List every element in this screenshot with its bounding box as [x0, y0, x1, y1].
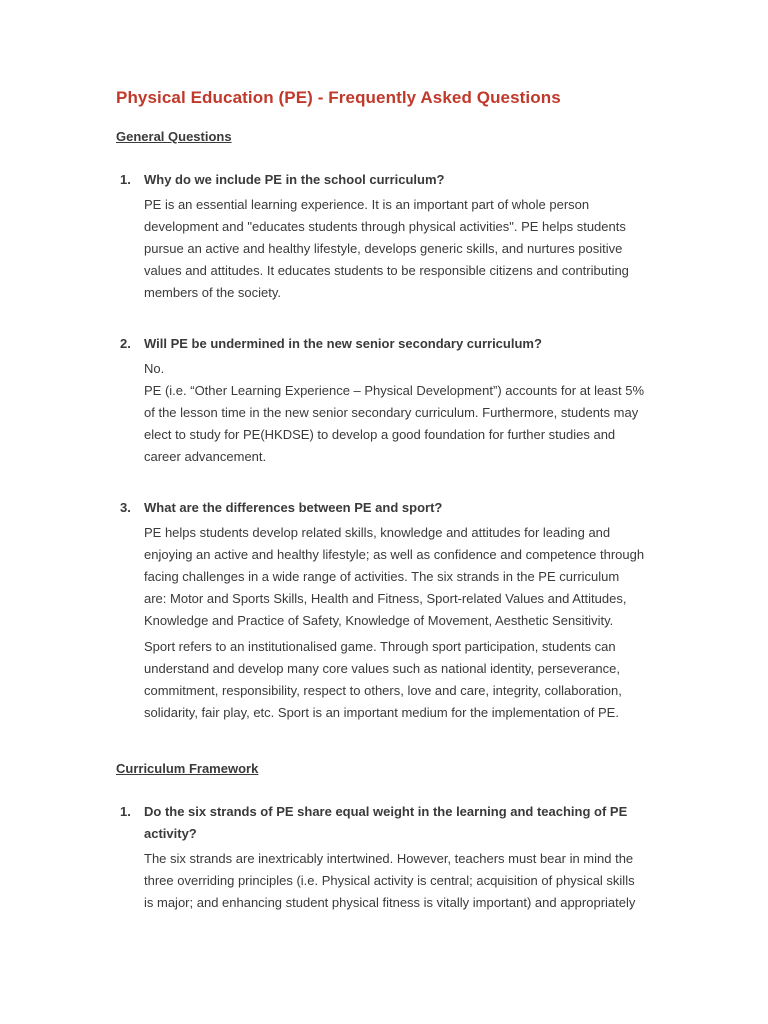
- faq-question: [116, 497, 646, 519]
- answer-line: values and attitudes. It educates students to be responsible citizens and contributing: [144, 263, 629, 278]
- question-text: What are the differences between PE and sport?: [144, 500, 443, 515]
- answer-line: PE helps students develop related skills, knowledge and attitudes for leading and: [144, 525, 611, 540]
- answer-line: Sport refers to an institutionalised game. Through sport participation, students can: [144, 639, 616, 654]
- faq-answer: [116, 848, 646, 914]
- faq-answer: [116, 522, 646, 632]
- answer-line: elect to study for PE(HKDSE) to develop a good foundation for further studies and: [144, 427, 616, 442]
- question-number: 2.: [120, 336, 131, 351]
- faq-question: [116, 801, 646, 823]
- answer-line: is major; and enhancing student physical fitness is vitally important) and appropriately: [144, 895, 636, 910]
- faq-item: [116, 333, 646, 468]
- answer-line: development and "educates students through physical activities". PE helps students: [144, 219, 626, 234]
- answer-line: enjoying an active and healthy lifestyle; as well as confidence and competence through: [144, 547, 645, 562]
- faq-item: [116, 497, 646, 724]
- answer-line: Knowledge and Practice of Safety, Knowledge of Movement, Aesthetic Sensitivity.: [144, 613, 614, 628]
- answer-line: three overriding principles (i.e. Physical activity is central; acquisition of physical skills: [144, 873, 635, 888]
- question-number: 1.: [120, 804, 131, 819]
- question-number: 3.: [120, 500, 131, 515]
- question-text: Why do we include PE in the school curriculum?: [144, 172, 445, 187]
- faq-answer: [116, 194, 646, 304]
- faq-question: [116, 333, 646, 355]
- answer-line: solidarity, fair play, etc. Sport is an important medium for the implementation of PE.: [144, 705, 619, 720]
- faq-item: [116, 169, 646, 304]
- question-number: 1.: [120, 172, 131, 187]
- faq-question: [116, 169, 646, 191]
- answer-line: understand and develop many core values such as national identity, perseverance,: [144, 661, 620, 676]
- answer-line: pursue an active and healthy lifestyle, develops generic skills, and nurtures positive: [144, 241, 623, 256]
- answer-line: career advancement.: [144, 449, 267, 464]
- section-heading-general: General Questions: [116, 129, 232, 144]
- answer-line: members of the society.: [144, 285, 282, 300]
- answer-line: PE (i.e. “Other Learning Experience – Physical Development”) accounts for at least 5%: [144, 383, 645, 398]
- faq-answer: [116, 358, 646, 468]
- section-heading-curriculum-framework: Curriculum Framework: [116, 761, 259, 776]
- answer-line: are: Motor and Sports Skills, Health and Fitness, Sport-related Values and Attitudes,: [144, 591, 627, 606]
- faq-item: [116, 801, 646, 914]
- answer-line: No.: [144, 361, 165, 376]
- answer-line: commitment, responsibility, respect to others, love and care, integrity, collaboration,: [144, 683, 622, 698]
- document-page: [116, 86, 646, 914]
- faq-question-continued: [116, 823, 646, 845]
- question-text: Will PE be undermined in the new senior secondary curriculum?: [144, 336, 542, 351]
- answer-line: of the lesson time in the new senior secondary curriculum. Furthermore, students may: [144, 405, 639, 420]
- document-title: Physical Education (PE) - Frequently Asked Questions: [116, 88, 561, 107]
- faq-answer-continued: [116, 636, 646, 724]
- question-text: activity?: [144, 826, 197, 841]
- answer-line: facing challenges in a wide range of activities. The six strands in the PE curriculum: [144, 569, 620, 584]
- answer-line: PE is an essential learning experience. It is an important part of whole person: [144, 197, 590, 212]
- question-text: Do the six strands of PE share equal weight in the learning and teaching of PE: [144, 804, 628, 819]
- answer-line: The six strands are inextricably intertwined. However, teachers must bear in mind the: [144, 851, 634, 866]
